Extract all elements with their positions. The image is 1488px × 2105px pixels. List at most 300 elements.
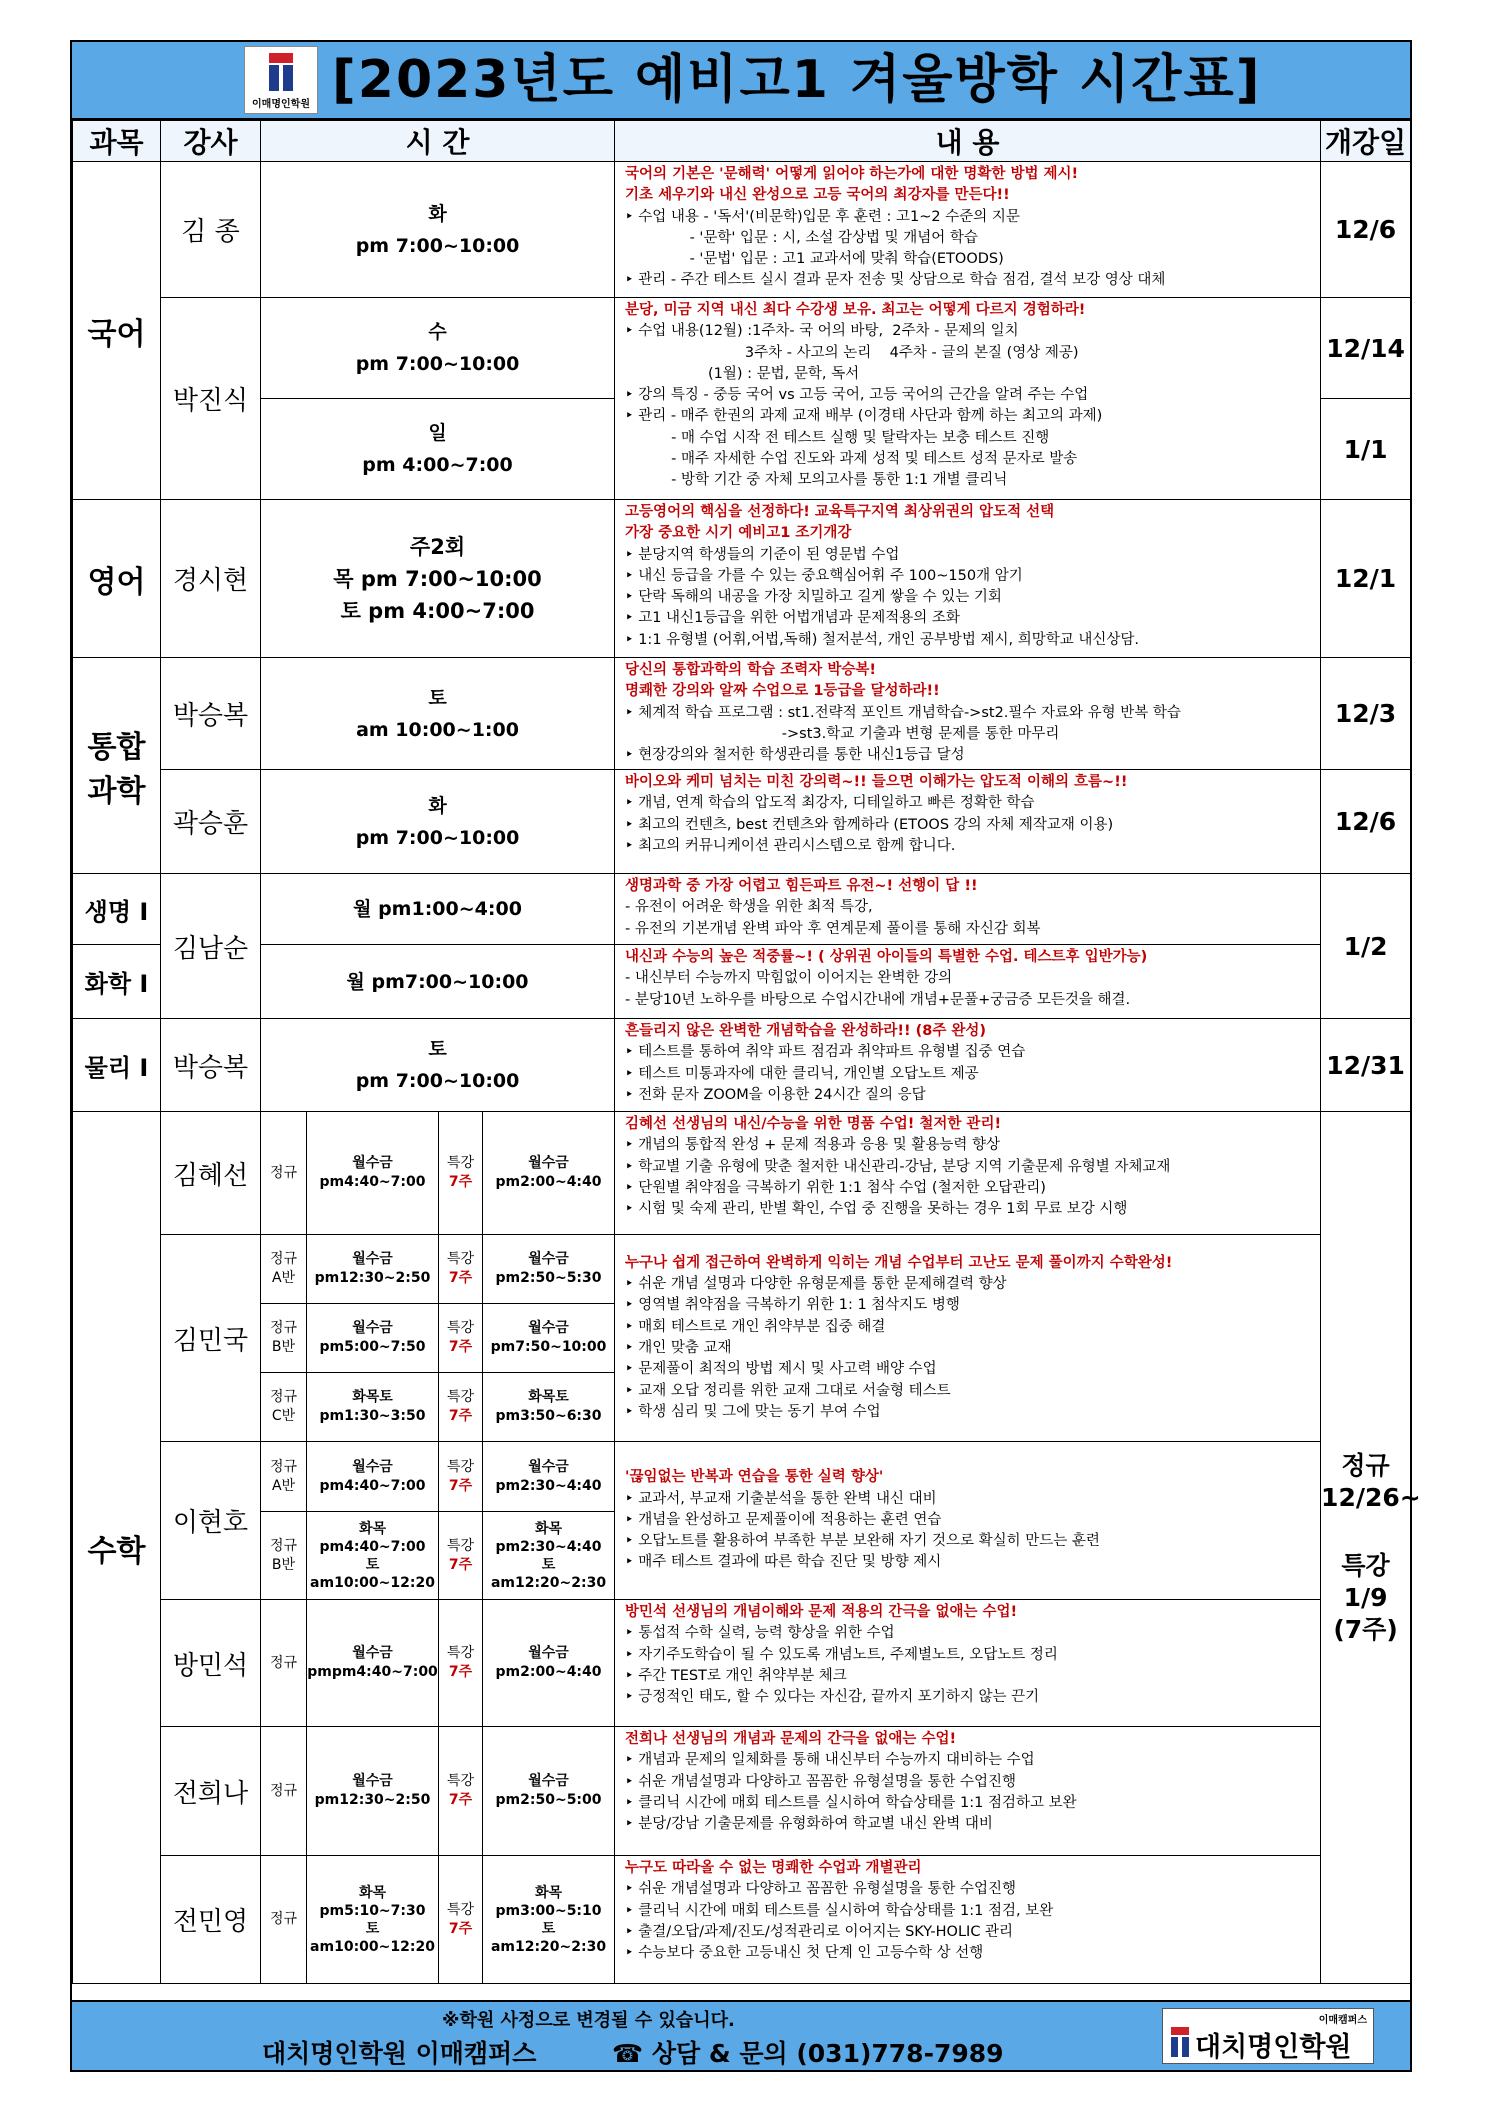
description-item: ‣ 수업 내용 - '독서'(비문학)입문 후 훈련 : 고1~2 수준의 지문 <box>625 208 1020 225</box>
description-item: ‣ 출결/오답/과제/진도/성적관리로 이어지는 SKY-HOLIC 관리 <box>625 1923 1014 1940</box>
footer-logo-campus: 이매캠퍼스 <box>1318 2015 1367 2026</box>
description-item: - 분당10년 노하우를 바탕으로 수업시간내에 개념+문풀+궁금증 모든것을 해결. <box>625 991 1131 1008</box>
course-description <box>615 1235 1321 1442</box>
special-weeks: 7주 <box>448 1556 473 1573</box>
course-description <box>615 500 1321 658</box>
description-headline: 흔들리지 않은 완벽한 개념학습을 완성하라!! (8주 완성) <box>625 1023 987 1039</box>
teacher-name: 김민국 <box>161 1235 261 1442</box>
special-tag: 특강 <box>446 1537 475 1554</box>
class-type <box>261 1442 307 1512</box>
class-schedule <box>307 1512 439 1600</box>
text-line: pm1:30~3:50 <box>319 1408 426 1424</box>
open-date: 12/31 <box>1321 1019 1411 1112</box>
footer-logo-name: 대치명인학원 <box>1195 2032 1352 2063</box>
class-schedule <box>307 1856 439 1984</box>
class-hours <box>307 1791 438 1810</box>
description-item: - '문학' 입문 : 시, 소설 감상법 및 개념어 학습 <box>625 229 978 246</box>
description-item: ‣ 오답노트를 활용하여 부족한 부분 보완해 자기 것으로 확실히 만드는 훈련 <box>625 1533 1100 1550</box>
class-schedule <box>307 1600 439 1727</box>
teacher-name: 곽승훈 <box>161 770 261 874</box>
class-day: 수 <box>428 321 447 343</box>
table-row <box>73 162 1411 298</box>
text-line: C반 <box>271 1408 296 1424</box>
description-item: ‣ 교재 오답 정리를 위한 교재 그대로 서술형 테스트 <box>625 1382 951 1399</box>
description-headline: 바이오와 케미 넘치는 미친 강의력~!! 들으면 이해가는 압도적 이해의 흐름~!! <box>625 774 1128 790</box>
class-hours: am 10:00~1:00 <box>356 718 519 741</box>
special-tag: 특강 <box>446 1901 475 1918</box>
text-line: 정규 <box>269 1251 298 1267</box>
page-title: [2023년도 예비고1 겨울방학 시간표] <box>332 50 1262 110</box>
math-open-dates <box>1321 1112 1421 1984</box>
description-item: ->st3.학교 기출과 변형 문제를 통한 마무리 <box>625 725 1060 742</box>
description-item: ‣ 단락 독해의 내공을 가장 치밀하고 길게 쌓을 수 있는 기회 <box>625 589 1002 606</box>
table-row <box>73 770 1411 874</box>
description-item: ‣ 영역별 취약점을 극복하기 위한 1: 1 첨삭지도 병행 <box>625 1297 960 1314</box>
class-hours <box>307 1663 438 1682</box>
text-line: pm7:50~10:00 <box>490 1339 607 1355</box>
description-item: ‣ 학생 심리 및 그에 맞는 동기 부여 수업 <box>625 1403 881 1420</box>
description-item: ‣ 쉬운 개념 설명과 다양한 유형문제를 통한 문제해결력 향상 <box>625 1276 1007 1293</box>
description-headline: 국어의 기본은 '문해력' 어떻게 읽어야 하는가에 대한 명확한 방법 제시! <box>625 166 1079 182</box>
description-item: ‣ 단원별 취약점을 극복하기 위한 1:1 첨삭 수업 (철저한 오답관리) <box>625 1179 1046 1196</box>
footer <box>72 2000 1410 2070</box>
description-item: ‣ 자기주도학습이 될 수 있도록 개념노트, 주제별노트, 오답노트 정리 <box>625 1646 1058 1663</box>
description-item: ‣ 주간 TEST로 개인 취약부분 체크 <box>625 1667 847 1684</box>
subject-biology: 생명 I <box>73 874 161 945</box>
text-line: am10:00~12:20 <box>310 1938 435 1955</box>
course-description <box>615 1856 1321 1984</box>
course-description <box>615 658 1321 770</box>
col-content: 내 용 <box>615 121 1321 162</box>
teacher-name: 박승복 <box>161 1019 261 1112</box>
text-line: pm3:00~5:10 <box>495 1902 602 1919</box>
text-line: pm4:40~7:00 <box>319 1538 426 1555</box>
special-label <box>439 1600 483 1727</box>
text-line: 정규 <box>269 1458 298 1475</box>
teacher-name: 전민영 <box>161 1856 261 1984</box>
description-item: ‣ 학교별 기출 유형에 맞춘 철저한 내신관리-강남, 분당 지역 기출문제 유형별 자체교재 <box>625 1158 1171 1175</box>
text-line: pm2:30~4:40 <box>495 1477 602 1494</box>
footer-notice: ※학원 사정으로 변경될 수 있습니다. <box>442 2010 735 2031</box>
special-days: 월수금 <box>528 1251 569 1267</box>
text-line: pm5:10~7:30 <box>319 1902 426 1919</box>
table-row <box>73 1600 1411 1727</box>
text-line: pm2:50~5:00 <box>495 1792 602 1808</box>
description-headline: '끊임없는 반복과 연습을 통한 실력 향상' <box>625 1469 884 1486</box>
text-line: 화목 <box>358 1884 387 1901</box>
class-days: 월수금 <box>352 1320 393 1336</box>
description-item: - 방학 기간 중 자체 모의고사를 통한 1:1 개별 클리닉 <box>625 472 1008 489</box>
class-time <box>261 298 615 399</box>
text-line: 정규 <box>269 1389 298 1405</box>
open-regular: 정규 <box>1341 1450 1390 1480</box>
special-tag: 특강 <box>446 1320 475 1336</box>
description-item: ‣ 개념, 연계 학습의 압도적 최강자, 디테일하고 빠른 정확한 학습 <box>625 795 1035 812</box>
text-line: B반 <box>271 1556 296 1573</box>
description-item: - 유전의 기본개념 완벽 파악 후 연계문제 풀이를 통해 자신감 회복 <box>625 920 1041 937</box>
class-type <box>261 1856 307 1984</box>
open-special: 특강 <box>1341 1550 1390 1580</box>
description-item: ‣ 강의 특징 - 중등 국어 vs 고등 국어, 고등 국어의 근간을 알려 주는 수업 <box>625 387 1089 404</box>
subject-korean: 국어 <box>73 162 161 500</box>
special-tag: 특강 <box>446 1773 475 1789</box>
special-days: 월수금 <box>528 1458 569 1475</box>
table-row <box>73 1442 1411 1512</box>
special-days: 월수금 <box>528 1155 569 1171</box>
description-headline: 전희나 선생님의 개념과 문제의 간극을 없애는 수업! <box>625 1731 957 1747</box>
open-date: 12/3 <box>1321 658 1411 770</box>
special-schedule <box>483 1235 615 1304</box>
open-date: 1/2 <box>1321 874 1411 1019</box>
table-row <box>73 1235 1411 1304</box>
description-item: - '문법' 입문 : 고1 교과서에 맞춰 학습(ETOODS) <box>625 251 1004 268</box>
class-schedule <box>307 1727 439 1856</box>
description-item: ‣ 개념의 통합적 완성 + 문제 적용과 응용 및 활용능력 향상 <box>625 1137 1000 1154</box>
special-hours <box>483 1407 614 1426</box>
subject-label: 통합 <box>87 729 146 765</box>
description-item: ‣ 개인 맞춤 교재 <box>625 1340 732 1356</box>
class-time <box>261 658 615 770</box>
description-item: ‣ 전화 문자 ZOOM을 이용한 24시간 질의 응답 <box>625 1086 926 1103</box>
description-headline: 누구도 따라올 수 없는 명쾌한 수업과 개별관리 <box>625 1860 922 1876</box>
course-description <box>615 1600 1321 1727</box>
class-schedule <box>307 1304 439 1373</box>
table-row <box>73 945 1411 1019</box>
special-schedule <box>483 1512 615 1600</box>
description-item: ‣ 쉬운 개념설명과 다양하고 꼼꼼한 유형설명을 통한 수업진행 <box>625 1773 1017 1790</box>
description-item: ‣ 고1 내신1등급을 위한 어법개념과 문제적용의 조화 <box>625 610 960 627</box>
description-item: ‣ 문제풀이 최적의 방법 제시 및 사고력 배양 수업 <box>625 1361 937 1378</box>
teacher-name: 경시현 <box>161 500 261 658</box>
description-item: ‣ 최고의 컨텐츠, best 컨텐츠와 함께하라 (ETOOS 강의 자체 제작교재 이용) <box>625 816 1114 833</box>
text-line: pmpm4:40~7:00 <box>307 1664 438 1680</box>
col-open: 개강일 <box>1321 121 1411 162</box>
description-headline: 방민석 선생님의 개념이해와 문제 적용의 간극을 없애는 수업! <box>625 1604 1018 1620</box>
special-tag: 특강 <box>446 1645 475 1661</box>
col-time: 시 간 <box>261 121 615 162</box>
open-special-date: 1/9 <box>1343 1582 1388 1612</box>
description-headline: 생명과학 중 가장 어렵고 힘든파트 유전~! 선행이 답 !! <box>625 878 978 894</box>
text-line: am10:00~12:20 <box>310 1574 435 1591</box>
table-row <box>73 1856 1411 1984</box>
class-hours: pm 7:00~10:00 <box>355 353 520 375</box>
text-line: pm12:30~2:50 <box>314 1270 431 1286</box>
open-date: 12/1 <box>1321 500 1411 658</box>
class-schedule <box>307 1442 439 1512</box>
description-item: ‣ 수업 내용(12월) :1주차- 국 어의 바탕, 2주차 - 문제의 일치 <box>625 323 1019 340</box>
description-item: ‣ 수능보다 중요한 고등내신 첫 단계 인 고등수학 상 선행 <box>625 1945 984 1962</box>
text-line: B반 <box>271 1339 296 1355</box>
class-type <box>261 1235 307 1304</box>
open-date: 12/14 <box>1321 298 1411 399</box>
description-headline: 기초 세우기와 내신 완성으로 고등 국어의 최강자를 만든다!! <box>625 187 1010 204</box>
class-day: 토 <box>428 686 447 709</box>
title-bar <box>72 42 1410 120</box>
class-day: 토 <box>428 1038 447 1060</box>
special-hours <box>483 1791 614 1810</box>
academy-logo-icon <box>269 53 293 91</box>
text-line: 토 <box>541 1556 556 1573</box>
footer-contact: ☎ 상담 & 문의 (031)778-7989 <box>612 2039 1004 2068</box>
subject-chemistry: 화학 I <box>73 945 161 1019</box>
teacher-name: 방민석 <box>161 1600 261 1727</box>
description-item: ‣ 긍정적인 태도, 할 수 있다는 자신감, 끝까지 포기하지 않는 끈기 <box>625 1689 1040 1706</box>
class-hours: 토 pm 4:00~7:00 <box>340 598 535 623</box>
special-tag: 특강 <box>446 1389 475 1405</box>
text-line: pm3:50~6:30 <box>495 1408 602 1424</box>
text-line: 정규 <box>269 1654 298 1671</box>
class-days: 화목토 <box>352 1389 393 1405</box>
description-item: ‣ 테스트 미통과자에 대한 클리닉, 개인별 오답노트 제공 <box>625 1065 979 1082</box>
text-line: 정규 <box>269 1537 298 1554</box>
text-line: 정규 <box>269 1911 298 1927</box>
timetable-sheet <box>70 40 1421 2072</box>
class-hours: 목 pm 7:00~10:00 <box>333 566 542 591</box>
special-weeks: 7주 <box>448 1477 473 1494</box>
text-line: pm5:00~7:50 <box>319 1339 426 1355</box>
description-item: ‣ 분당/강남 기출문제를 유형화하여 학교별 내신 완벽 대비 <box>625 1816 993 1833</box>
open-date: 12/6 <box>1321 162 1411 298</box>
class-hours <box>307 1477 438 1496</box>
class-hours: pm 7:00~10:00 <box>355 1070 520 1092</box>
description-item: - 내신부터 수능까지 막힘없이 이어지는 완벽한 강의 <box>625 970 953 987</box>
text-line: 토 <box>365 1556 380 1573</box>
text-line: 정규 <box>269 1320 298 1336</box>
special-schedule <box>483 1727 615 1856</box>
special-schedule <box>483 1856 615 1984</box>
description-item: - 매주 자세한 수업 진도와 과제 성적 및 테스트 성적 문자로 발송 <box>625 451 1078 468</box>
description-item: ‣ 관리 - 주간 테스트 실시 결과 문자 전송 및 상담으로 학습 점검, 결석 보강 영상 대체 <box>625 272 1166 289</box>
special-hours <box>483 1477 614 1496</box>
description-item: ‣ 최고의 커뮤니케이션 관리시스템으로 함께 합니다. <box>625 837 956 854</box>
special-label <box>439 1727 483 1856</box>
special-tag: 특강 <box>446 1251 475 1267</box>
class-day: 화 <box>428 202 447 225</box>
class-type <box>261 1373 307 1442</box>
description-headline: 분당, 미금 지역 내신 최다 수강생 보유. 최고는 어떻게 다르지 경험하라! <box>625 302 1086 318</box>
open-date: 12/6 <box>1321 770 1411 874</box>
description-headline: 고등영어의 핵심을 선정하다! 교육특구지역 최상위권의 압도적 선택 <box>625 504 1055 520</box>
special-hours <box>483 1269 614 1288</box>
description-item: ‣ 교과서, 부교재 기출분석을 통한 완벽 내신 대비 <box>625 1490 937 1507</box>
text-line: A반 <box>271 1477 296 1494</box>
special-schedule <box>483 1600 615 1727</box>
description-item: ‣ 클리닉 시간에 매회 테스트를 실시하여 학습상태를 1:1 점검, 보완 <box>625 1902 1054 1919</box>
footer-academy: 대치명인학원 이매캠퍼스 <box>262 2039 537 2068</box>
special-label <box>439 1304 483 1373</box>
special-label <box>439 1442 483 1512</box>
class-day: 일 <box>428 422 447 444</box>
description-item: ‣ 통섭적 수학 실력, 능력 향상을 위한 수업 <box>625 1625 895 1642</box>
special-weeks: 7주 <box>448 1339 473 1355</box>
class-type <box>261 1600 307 1727</box>
table-row <box>73 1019 1411 1112</box>
special-weeks: 7주 <box>448 1174 473 1190</box>
course-description <box>615 162 1321 298</box>
text-line: pm2:30~4:40 <box>495 1538 602 1555</box>
subject-science <box>73 658 161 874</box>
text-line: pm12:30~2:50 <box>314 1792 431 1808</box>
table-row <box>73 1112 1411 1235</box>
class-hours: pm 7:00~10:00 <box>355 234 520 257</box>
teacher-name: 이현호 <box>161 1442 261 1600</box>
special-schedule <box>483 1304 615 1373</box>
special-days: 월수금 <box>528 1645 569 1661</box>
special-label <box>439 1235 483 1304</box>
footer-logo <box>1162 2008 1374 2064</box>
class-hours <box>307 1338 438 1357</box>
class-hours <box>307 1407 438 1426</box>
description-item: ‣ 개념과 문제의 일체화를 통해 내신부터 수능까지 대비하는 수업 <box>625 1752 1035 1769</box>
description-item: ‣ 매주 테스트 결과에 따른 학습 진단 및 방향 제시 <box>625 1554 942 1571</box>
description-headline: 명쾌한 강의와 알짜 수업으로 1등급을 달성하라!! <box>625 683 940 700</box>
special-weeks: 7주 <box>448 1664 473 1680</box>
description-headline: 가장 중요한 시기 예비고1 조기개강 <box>625 525 852 542</box>
special-label <box>439 1856 483 1984</box>
special-label <box>439 1512 483 1600</box>
course-description <box>615 1112 1321 1235</box>
class-schedule <box>307 1112 439 1235</box>
text-line: 화목 <box>534 1884 563 1901</box>
text-line: 토 <box>541 1920 556 1937</box>
description-item: ‣ 쉬운 개념설명과 다양하고 꼼꼼한 유형설명을 통한 수업진행 <box>625 1881 1017 1898</box>
course-description <box>615 1442 1321 1600</box>
text-line: pm4:40~7:00 <box>319 1477 426 1494</box>
text-line: pm4:40~7:00 <box>319 1174 426 1190</box>
class-time <box>261 770 615 874</box>
description-headline: 누구나 쉽게 접근하여 완벽하게 익히는 개념 수업부터 고난도 문제 풀이까지 수학완성! <box>625 1254 1173 1271</box>
text-line: 화목 <box>358 1520 387 1537</box>
timetable <box>72 120 1421 1984</box>
teacher-name: 박진식 <box>161 298 261 500</box>
subject-physics: 물리 I <box>73 1019 161 1112</box>
text-line: am12:20~2:30 <box>490 1574 607 1591</box>
class-time: 월 pm1:00~4:00 <box>261 874 615 945</box>
class-type <box>261 1304 307 1373</box>
description-item: ‣ 체계적 학습 프로그램 : st1.전략적 포인트 개념학습->st2.필수 자료와 유형 반복 학습 <box>625 704 1181 721</box>
teacher-name: 김혜선 <box>161 1112 261 1235</box>
description-headline: 당신의 통합과학의 학습 조력자 박승복! <box>625 662 876 678</box>
special-tag: 특강 <box>446 1155 475 1171</box>
table-row <box>73 658 1411 770</box>
teacher-name: 박승복 <box>161 658 261 770</box>
text-line: 토 <box>365 1920 380 1937</box>
course-description <box>615 1727 1321 1856</box>
class-time: 월 pm7:00~10:00 <box>261 945 615 1019</box>
class-frequency: 주2회 <box>409 534 466 559</box>
description-item: ‣ 현장강의와 철저한 학생관리를 통한 내신1등급 달성 <box>625 747 965 764</box>
table-row <box>73 298 1411 399</box>
special-label <box>439 1373 483 1442</box>
text-line: am12:20~2:30 <box>490 1938 607 1955</box>
description-item: - 매 수업 시작 전 테스트 실행 및 탈락자는 보충 테스트 진행 <box>625 429 1050 446</box>
text-line: pm2:00~4:40 <box>495 1664 602 1680</box>
description-item: ‣ 매회 테스트로 개인 취약부분 집중 해결 <box>625 1318 886 1335</box>
special-schedule <box>483 1112 615 1235</box>
class-hours <box>307 1269 438 1288</box>
subject-english: 영어 <box>73 500 161 658</box>
teacher-name: 전희나 <box>161 1727 261 1856</box>
special-schedule <box>483 1442 615 1512</box>
class-days: 월수금 <box>352 1155 393 1171</box>
open-special-weeks: (7주) <box>1333 1614 1398 1644</box>
description-headline: 내신과 수능의 높은 적중률~! ( 상위권 아이들의 특별한 수업. 테스트후 입반가능) <box>625 949 1148 965</box>
class-day: 화 <box>428 794 447 817</box>
special-weeks: 7주 <box>448 1270 473 1286</box>
subject-label: 과학 <box>87 773 146 809</box>
course-description <box>615 770 1321 874</box>
course-description <box>615 1019 1321 1112</box>
text-line: 정규 <box>269 1782 298 1799</box>
description-item: ‣ 개념을 완성하고 문제풀이에 적용하는 훈련 연습 <box>625 1511 942 1528</box>
text-line: 정규 <box>269 1164 298 1181</box>
description-item: - 유전이 어려운 학생을 위한 최적 특강, <box>625 899 873 916</box>
description-headline: 김혜선 선생님의 내신/수능을 위한 명품 수업! 철저한 관리! <box>625 1116 1002 1132</box>
special-weeks: 7주 <box>448 1792 473 1808</box>
special-weeks: 7주 <box>448 1408 473 1424</box>
col-teacher: 강사 <box>161 121 261 162</box>
description-item: ‣ 1:1 유형별 (어휘,어법,독해) 철저분석, 개인 공부방법 제시, 희망학교 내신상담. <box>625 631 1139 648</box>
special-days: 화목토 <box>528 1389 569 1405</box>
table-row <box>73 1727 1411 1856</box>
class-days: 월수금 <box>352 1773 393 1789</box>
description-item: 3주차 - 사고의 논리 4주차 - 글의 본질 (영상 제공) <box>625 344 1079 361</box>
text-line: A반 <box>271 1270 296 1286</box>
class-time <box>261 399 615 500</box>
table-row <box>73 500 1411 658</box>
class-schedule <box>307 1235 439 1304</box>
class-days: 월수금 <box>352 1458 393 1475</box>
text-line: 화목 <box>534 1520 563 1537</box>
description-item: ‣ 시험 및 숙제 관리, 반별 확인, 수업 중 진행을 못하는 경우 1회 무료 보강 시행 <box>625 1201 1128 1218</box>
text-line: pm2:50~5:30 <box>495 1270 602 1286</box>
special-tag: 특강 <box>446 1458 475 1475</box>
class-type <box>261 1112 307 1235</box>
open-regular-date: 12/26~ <box>1321 1482 1421 1512</box>
description-item: ‣ 분당지역 학생들의 기준이 된 영문법 수업 <box>625 546 900 563</box>
special-hours <box>483 1663 614 1682</box>
teacher-name: 김남순 <box>161 874 261 1019</box>
special-days: 월수금 <box>528 1773 569 1789</box>
special-schedule <box>483 1373 615 1442</box>
description-item: ‣ 관리 - 매주 한권의 과제 교재 배부 (이경태 사단과 함께 하는 최고의 과제) <box>625 408 1103 425</box>
text-line: pm2:00~4:40 <box>495 1174 602 1190</box>
open-date: 1/1 <box>1321 399 1411 500</box>
class-type <box>261 1512 307 1600</box>
class-time <box>261 162 615 298</box>
special-label <box>439 1112 483 1235</box>
teacher-name: 김 종 <box>161 162 261 298</box>
table-row <box>73 874 1411 945</box>
description-item: ‣ 테스트를 통하여 취약 파트 점검과 취약파트 유형별 집중 연습 <box>625 1044 1026 1061</box>
class-time <box>261 1019 615 1112</box>
course-description <box>615 874 1321 945</box>
description-item: (1월) : 문법, 문학, 독서 <box>625 365 860 382</box>
class-hours: pm 7:00~10:00 <box>355 826 520 849</box>
special-hours <box>483 1173 614 1192</box>
course-description <box>615 298 1321 500</box>
class-hours: pm 4:00~7:00 <box>362 454 513 476</box>
description-item: ‣ 내신 등급을 가를 수 있는 중요핵심어휘 주 100~150개 암기 <box>625 567 1023 584</box>
special-hours <box>483 1338 614 1357</box>
special-weeks: 7주 <box>448 1920 473 1937</box>
class-days: 월수금 <box>352 1251 393 1267</box>
class-hours <box>307 1173 438 1192</box>
class-schedule <box>307 1373 439 1442</box>
academy-logo <box>244 46 318 114</box>
subject-math: 수학 <box>73 1112 161 1984</box>
academy-logo-icon <box>1171 2027 1189 2057</box>
